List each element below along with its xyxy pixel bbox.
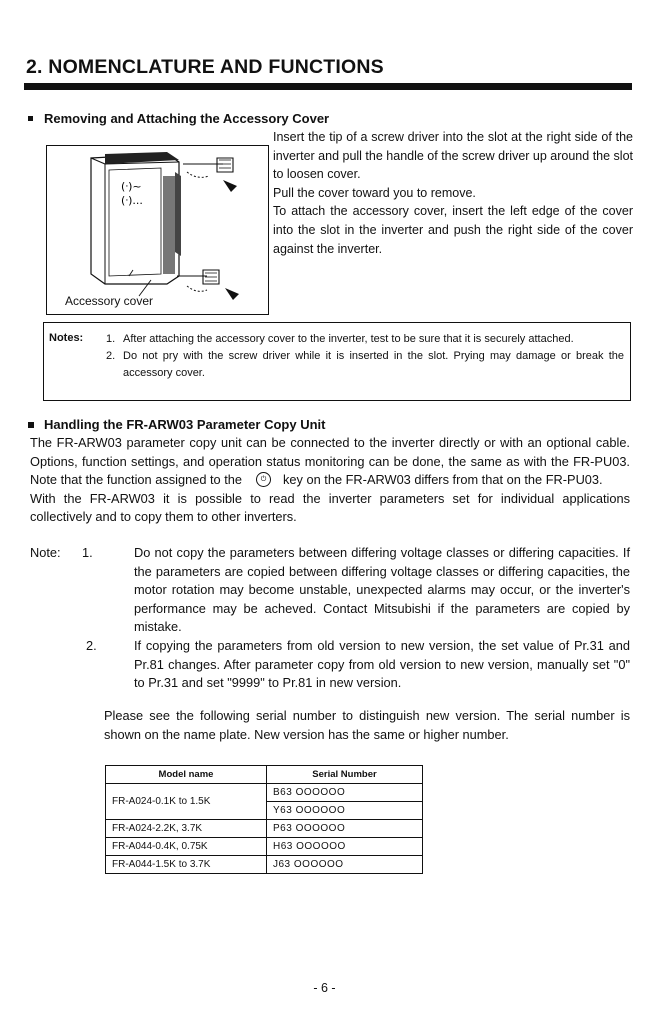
note-text: Do not pry with the screw driver while it is inserted in the slot. Prying may damage or break the accessory cover. (123, 350, 624, 379)
figure-label: Accessory cover (65, 294, 154, 308)
table-row (106, 856, 423, 874)
instruction-step: Insert the tip of a screw driver into the slot at the right side of the inverter and pull the handle of the screw driver up around the slot to loosen cover. (273, 130, 633, 182)
section-heading-text: Removing and Attaching the Accessory Cover (44, 111, 330, 126)
copy-unit-notes (30, 544, 630, 693)
bullet-icon (28, 422, 34, 428)
serial-cell: J63 OOOOOO (267, 856, 423, 874)
model-cell: FR-A024-2.2K, 3.7K (106, 820, 267, 838)
page-number: - 6 - (313, 981, 336, 995)
note-number: 2. (106, 350, 116, 362)
model-cell: FR-A024-0.1K to 1.5K (106, 784, 267, 820)
section-heading-accessory-cover (28, 111, 329, 126)
note-number: 2. (86, 637, 97, 653)
instruction-step: Pull the cover toward you to remove. (273, 185, 476, 200)
inverter-illustration (47, 146, 268, 314)
section-heading-text: Handling the FR-ARW03 Parameter Copy Unit (44, 417, 326, 432)
title-rule (24, 83, 632, 90)
serial-cell: B63 OOOOOO (267, 784, 423, 802)
note-item (30, 637, 630, 693)
column-header: Model name (106, 766, 267, 784)
note-label: Note: (30, 545, 61, 560)
model-cell: FR-A044-0.4K, 0.75K (106, 838, 267, 856)
note-text: Do not copy the parameters between differing voltage classes or differing capacities. If the parameters are copied between differing voltage classes or differing capacities, the motor rotation may become unstable, unexpected alarms may occur, or the inverter's performance may be acheved. Contact Mitsubishi if the parameters are copied by mistake. (134, 545, 630, 635)
serial-cell: Y63 OOOOOO (267, 802, 423, 820)
section-heading-copy-unit (28, 417, 325, 432)
copy-unit-description (30, 434, 630, 527)
cover-instructions (273, 128, 633, 258)
paragraph-text: The FR-ARW03 parameter copy unit can be connected to the inverter directly or with an optional cable. Options, function settings, and operation status monitoring can be done, the same as with the FR-PU03. Note that the function assigned to the (30, 435, 630, 488)
bullet-icon (28, 116, 33, 121)
model-cell: FR-A044-1.5K to 3.7K (106, 856, 267, 874)
notes-list (106, 331, 624, 382)
note-number: 1. (82, 545, 93, 560)
paragraph (30, 434, 630, 490)
table-row (106, 820, 423, 838)
key-icon: ⏻ (256, 472, 271, 487)
note-text: If copying the parameters from old version to new version, the set value of Pr.31 and Pr.81 changes. After parameter copy from old version to new version, manually set "0" to Pr.31 and set "9999" to Pr.81 in new version. (134, 637, 630, 691)
table-header-row (106, 766, 423, 784)
serial-paragraph: Please see the following serial number to distinguish new version. The serial number is shown on the name plate. New version has the same or higher number. (104, 708, 630, 742)
paragraph-text: key on the FR-ARW03 differs from that on the FR-PU03. (283, 472, 603, 488)
svg-text:(ᐧ)...: (ᐧ)... (121, 194, 143, 207)
notes-box (43, 322, 631, 401)
serial-cell: P63 OOOOOO (267, 820, 423, 838)
note-number: 1. (106, 333, 116, 345)
note-item (106, 331, 624, 348)
paragraph: With the FR-ARW03 it is possible to read the inverter parameters set for individual applications collectively and to copy them to other inverters. (30, 490, 630, 525)
accessory-cover-figure (46, 145, 269, 315)
table-row (106, 784, 423, 802)
table-row (106, 838, 423, 856)
note-text: After attaching the accessory cover to the inverter, test to be sure that it is securely attached. (123, 333, 574, 345)
note-item (30, 544, 630, 637)
instruction-step: To attach the accessory cover, insert the left edge of the cover into the slot in the inverter and push the right side of the cover against the inverter. (273, 204, 633, 256)
page-title: 2. NOMENCLATURE AND FUNCTIONS (26, 56, 384, 78)
serial-cell: H63 OOOOOO (267, 838, 423, 856)
column-header: Serial Number (267, 766, 423, 784)
note-item (106, 348, 624, 382)
svg-text:(ᐧ)~: (ᐧ)~ (121, 180, 142, 193)
serial-number-table (105, 765, 423, 874)
notes-label: Notes: (49, 332, 84, 344)
